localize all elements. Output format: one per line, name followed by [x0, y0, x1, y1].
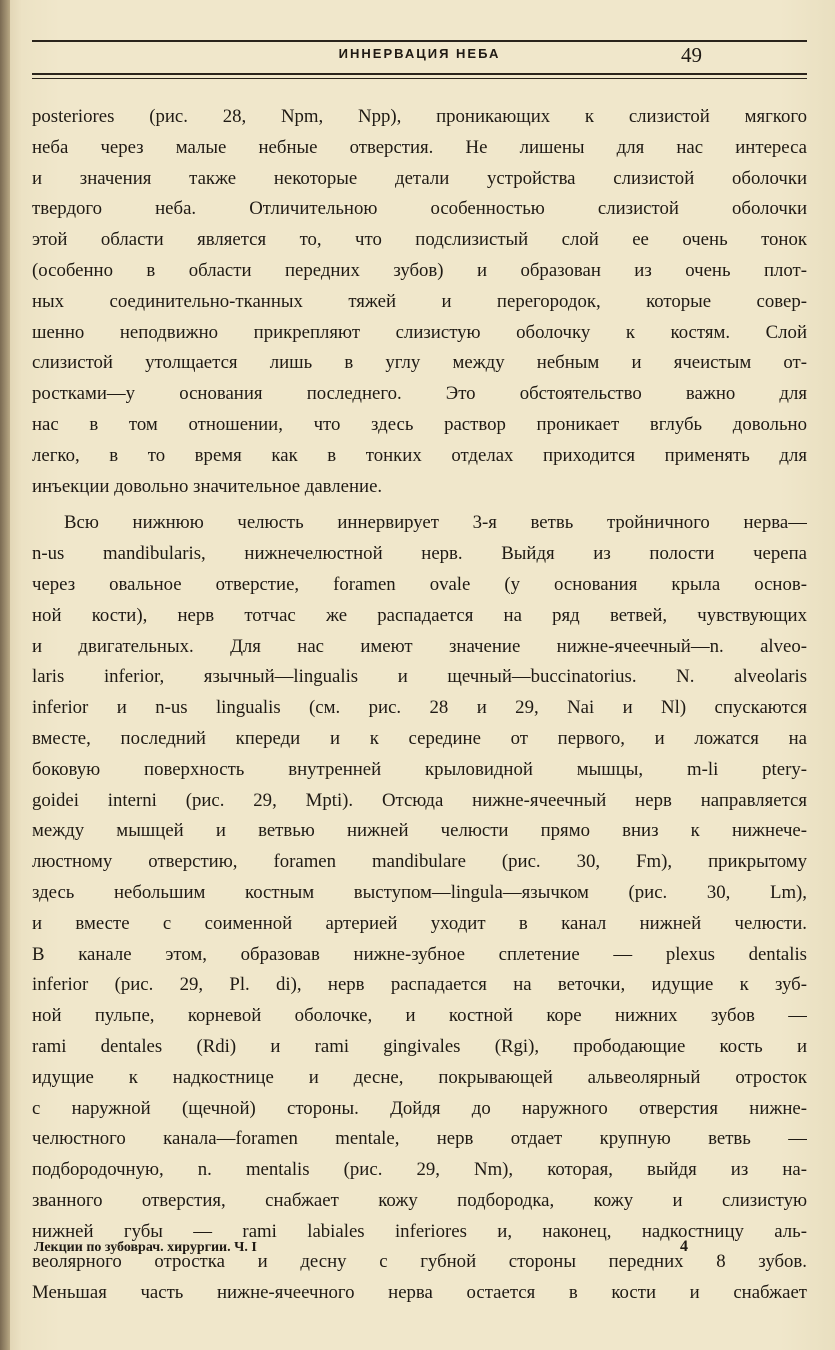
- text-line: goidei interni (рис. 29, Mpti). Отсюда нижне-ячеечный нерв направляется: [32, 789, 807, 811]
- body-text: [32, 102, 807, 1309]
- page-header: [32, 40, 807, 84]
- text-line: и вместе с соименной артерией уходит в канал нижней челюсти.: [32, 912, 807, 934]
- text-line: posteriores (рис. 28, Npm, Npp), проникающих к слизистой мягкого: [32, 106, 807, 127]
- text-line: нас в том отношении, что здесь раствор проникает вглубь довольно: [32, 413, 807, 435]
- footer-signature: Лекции по зубоврач. хирургии. Ч. I: [34, 1240, 257, 1255]
- text-line: ных соединительно-тканных тяжей и перегородок, которые совер-: [32, 290, 807, 312]
- text-line: челюстного канала—foramen mentale, нерв отдает крупную ветвь —: [32, 1128, 807, 1150]
- text-line: rami dentales (Rdi) и rami gingivales (Rgi), прободающие кость и: [32, 1035, 807, 1057]
- text-line: laris inferior, язычный—lingualis и щечный—buccinatorius. N. alveolaris: [32, 666, 807, 688]
- page-footer: [32, 1238, 807, 1262]
- running-title: ИННЕРВАЦИЯ НЕБА: [338, 46, 501, 61]
- text-line: боковую поверхность внутренней крыловидной мышцы, m-li ptery-: [32, 758, 807, 780]
- text-line: нижней губы — rami labiales inferiores и, наконец, надкостницу аль-: [32, 1220, 807, 1242]
- book-spine-shadow: [0, 0, 10, 1350]
- text-line: через овальное отверстие, foramen ovale (у основания крыла основ-: [32, 573, 807, 595]
- text-line: люстному отверстию, foramen mandibulare (рис. 30, Fm), прикрытому: [32, 851, 807, 873]
- page-number: 49: [681, 43, 702, 67]
- text-line: ростками—у основания последнего. Это обстоятельство важно для: [32, 383, 807, 405]
- footer-sheet-number: 4: [680, 1238, 688, 1255]
- header-rule-bottom-thin: [32, 78, 807, 79]
- text-line: и двигательных. Для нас имеют значение нижне-ячеечный—n. alveo-: [32, 635, 807, 657]
- paragraph-1: [32, 102, 807, 502]
- text-line: званного отверстия, снабжает кожу подбородка, кожу и слизистую: [32, 1189, 807, 1211]
- header-rule-top: [32, 40, 807, 42]
- text-line: твердого неба. Отличительною особенностью слизистой оболочки: [32, 198, 807, 220]
- text-line: inferior (рис. 29, Pl. di), нерв распадается на веточки, идущие к зуб-: [32, 974, 807, 996]
- text-line: ной пульпе, корневой оболочке, и костной коре нижних зубов —: [32, 1005, 807, 1027]
- text-line: шенно неподвижно прикрепляют слизистую оболочку к костям. Слой: [32, 321, 807, 343]
- text-line: между мышцей и ветвью нижней челюсти прямо вниз к нижнече-: [32, 820, 807, 842]
- header-rule-bottom: [32, 73, 807, 75]
- text-line: В канале этом, образовав нижне-зубное сплетение — plexus dentalis: [32, 943, 807, 965]
- text-line: инъекции довольно значительное давление.: [32, 475, 383, 497]
- text-line: вместе, последний кпереди и к середине от первого, и ложатся на: [32, 727, 807, 749]
- text-line: n-us mandibularis, нижнечелюстной нерв. Выйдя из полости черепа: [32, 543, 807, 565]
- text-line: inferior и n-us lingualis (см. рис. 28 и 29, Nai и Nl) спускаются: [32, 697, 807, 719]
- text-line: и значения также некоторые детали устройства слизистой оболочки: [32, 167, 807, 189]
- text-line: ной кости), нерв тотчас же распадается на ряд ветвей, чувствующих: [32, 604, 807, 626]
- text-line: веолярного отростка и десну с губной стороны передних 8 зубов.: [32, 1251, 807, 1273]
- text-line: этой области является то, что подслизистый слой ее очень тонок: [32, 229, 807, 251]
- text-line: Всю нижнюю челюсть иннервирует 3-я ветвь тройничного нерва—: [64, 512, 807, 534]
- text-line: слизистой утолщается лишь в углу между небным и ячеистым от-: [32, 352, 807, 374]
- text-line: подбородочную, n. mentalis (рис. 29, Nm), которая, выйдя из на-: [32, 1159, 807, 1181]
- text-line: легко, в то время как в тонких отделах приходится применять для: [32, 444, 807, 466]
- text-line: здесь небольшим костным выступом—lingula—язычком (рис. 30, Lm),: [32, 881, 807, 903]
- paragraph-2: [32, 508, 807, 1309]
- text-line: (особенно в области передних зубов) и образован из очень плот-: [32, 259, 807, 281]
- text-line: неба через малые небные отверстия. Не лишены для нас интереса: [32, 136, 807, 158]
- text-line: с наружной (щечной) стороны. Дойдя до наружного отверстия нижне-: [32, 1097, 807, 1119]
- text-line: Меньшая часть нижне-ячеечного нерва остается в кости и снабжает: [32, 1282, 807, 1304]
- text-line: идущие к надкостнице и десне, покрывающей альвеолярный отросток: [32, 1066, 807, 1088]
